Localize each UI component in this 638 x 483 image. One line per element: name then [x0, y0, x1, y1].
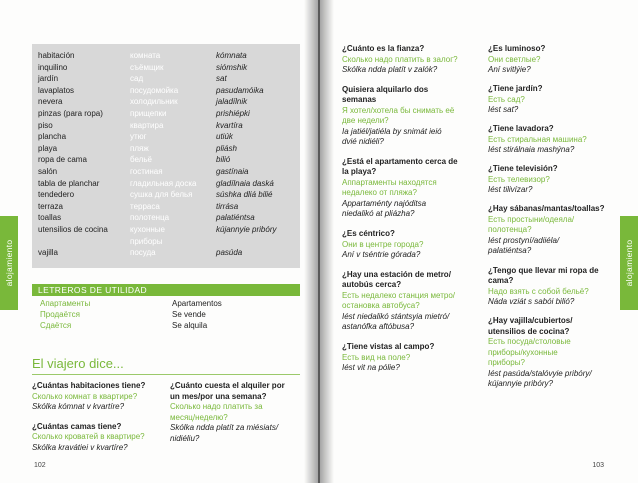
vocab-transliteration: gladílnaia daská — [216, 178, 274, 188]
phrase-transliteration: Aní v tséntrie górada? — [342, 250, 421, 260]
sign-row — [32, 298, 300, 309]
vocab-russian: утюг — [130, 132, 147, 142]
phrase-russian: Сколько комнат в квартире? — [32, 391, 138, 401]
vocab-row — [32, 120, 300, 131]
phrase-question: utensilios de cocina? — [488, 326, 570, 336]
phrase-question: autobús cerca? — [342, 280, 402, 290]
vocab-transliteration: jaladílnik — [216, 97, 248, 107]
vocab-spanish: plancha — [38, 132, 67, 142]
phrase-russian: две недели? — [342, 116, 389, 126]
sign-spanish: Se alquila — [172, 321, 208, 330]
vocab-row — [32, 50, 300, 61]
sign-russian: Сдаётся — [40, 321, 72, 330]
vocab-row — [32, 178, 300, 189]
vocab-transliteration: gastínaia — [216, 167, 249, 176]
phrase-transliteration: Skólka ndda platít za miésiats/ — [170, 423, 279, 432]
vocab-transliteration: pasudamóika — [216, 85, 264, 95]
vocab-transliteration: súshka dliá bilié — [216, 190, 273, 200]
vocab-spanish: terraza — [38, 201, 63, 211]
phrase-transliteration: Appartaménty najóditsa — [342, 198, 427, 208]
phrase-transliteration: Náda vziát s sabói bilió? — [488, 297, 575, 306]
signs-header-label: LETREROS DE UTILIDAD — [38, 285, 148, 295]
vocab-russian: гладильная доска — [130, 178, 197, 188]
vocab-transliteration: bilió — [216, 155, 231, 165]
sign-russian: Продаётся — [40, 310, 80, 319]
section-tab-label: alojamiento — [624, 239, 634, 287]
phrase-question: ¿Tiene lavadora? — [488, 124, 554, 134]
phrase-transliteration: Iést niedalikó stántsyia mietró/ — [342, 311, 450, 321]
vocab-transliteration: prishiépki — [216, 109, 250, 118]
phrase-question: ¿Tiene televisión? — [488, 164, 558, 174]
phrase-russian: Они светлые? — [488, 54, 541, 64]
phrase-block — [488, 124, 587, 156]
sign-row — [32, 309, 300, 320]
phrase-block — [488, 164, 558, 196]
vocab-russian: полотенца — [130, 213, 170, 223]
vocab-russian: холодильник — [130, 97, 178, 107]
phrase-block — [170, 381, 305, 444]
vocab-row — [32, 73, 300, 84]
phrase-question: ¿Tiene jardín? — [488, 84, 543, 94]
sign-row — [32, 320, 300, 331]
phrase-transliteration: Iést sat? — [488, 105, 519, 115]
vocab-russian: съёмщик — [130, 62, 164, 72]
phrase-russian: Есть посуда/столовые — [488, 337, 571, 347]
left-page — [0, 0, 318, 483]
phrase-russian: приборы/кухонные — [488, 347, 558, 357]
vocab-russian: приборы — [130, 236, 163, 246]
vocab-spanish: jardín — [38, 74, 59, 84]
phrase-transliteration: Iést stirálnaia mashýna? — [488, 145, 575, 155]
vocab-russian: терраса — [130, 201, 160, 211]
phrase-question: ¿Está el apartamento cerca de — [342, 156, 458, 166]
phrase-transliteration: dvié nidiéli? — [342, 137, 384, 147]
phrase-russian: Есть простыни/одеяла/ — [488, 214, 575, 224]
phrase-block — [488, 266, 599, 308]
phrase-question: semanas — [342, 95, 377, 105]
vocab-row — [32, 96, 300, 107]
phrase-transliteration: Iést vit na pólie? — [342, 363, 400, 372]
phrase-question: cama? — [488, 276, 514, 285]
phrase-russian: Я хотел/хотела бы снимать её — [342, 105, 455, 115]
phrase-russian: полотенца? — [488, 225, 532, 235]
vocab-transliteration: kvartíra — [216, 120, 243, 130]
vocab-spanish: habitación — [38, 51, 75, 60]
sign-russian: Апартаменты — [40, 299, 91, 308]
phrase-block — [342, 85, 454, 148]
vocab-transliteration: utiúk — [216, 132, 233, 142]
vocab-spanish: toallas — [38, 213, 62, 223]
phrase-russian: приборы? — [488, 358, 525, 368]
right-page — [320, 0, 638, 483]
vocab-russian: прищепки — [130, 109, 167, 118]
vocab-russian: гостиная — [130, 167, 163, 176]
vocab-spanish: salón — [38, 167, 58, 176]
phrase-russian: остановка автобуса? — [342, 301, 420, 311]
phrase-question: ¿Cuánto es la fianza? — [342, 44, 425, 53]
phrase-question: ¿Cuántas habitaciones tiene? — [32, 381, 146, 390]
phrase-russian: недалеко от пляжа? — [342, 188, 417, 198]
phrase-russian: Есть вид на поле? — [342, 352, 411, 362]
phrase-block — [342, 342, 434, 374]
vocab-row — [32, 108, 300, 119]
phrase-transliteration: Skólka ndda platít v zalók? — [342, 65, 438, 74]
vocab-transliteration: sat — [216, 74, 227, 84]
vocab-row — [32, 143, 300, 154]
phrase-transliteration: niedalikó at pliázha? — [342, 209, 415, 219]
phrase-question: ¿Tiene vistas al campo? — [342, 342, 435, 351]
vocab-russian: сад — [130, 74, 144, 84]
phrase-question: ¿Es luminoso? — [488, 44, 546, 53]
vocab-russian: посудомойка — [130, 85, 179, 95]
vocab-transliteration: kújannyie pribóry — [216, 225, 277, 234]
vocab-spanish: utensilios de cocina — [38, 225, 108, 234]
phrase-transliteration: kújannyie pribóry? — [488, 379, 553, 389]
vocab-spanish: vajilla — [38, 248, 59, 258]
vocab-spanish: piso — [38, 120, 53, 130]
phrase-transliteration: astanófka aftóbusa? — [342, 322, 415, 332]
vocab-spanish: tendedero — [38, 190, 75, 200]
section-tab — [0, 216, 18, 310]
vocab-row — [32, 247, 300, 258]
phrase-block — [32, 422, 167, 454]
phrase-russian: Есть стиральная машина? — [488, 134, 587, 144]
phrase-question: la playa? — [342, 167, 377, 177]
phrase-russian: Есть телевизор? — [488, 174, 550, 184]
page-number: 102 — [34, 462, 46, 469]
phrase-block — [32, 381, 167, 413]
phrase-question: ¿Hay vajilla/cubiertos/ — [488, 316, 573, 326]
sign-spanish: Se vende — [172, 310, 206, 319]
vocab-russian: сушка для белья — [130, 190, 193, 200]
phrase-block — [488, 44, 545, 76]
phrase-transliteration: Iést prostyní/adiiéla/ — [488, 235, 560, 245]
phrase-question: ¿Tengo que llevar mi ropa de — [488, 265, 599, 275]
viajero-title: El viajero dice... — [32, 356, 124, 371]
phrase-transliteration: Skólka kravátiei v kvartíre? — [32, 442, 128, 452]
signs-box — [32, 284, 300, 334]
vocab-transliteration: tirrása — [216, 201, 239, 211]
phrase-question: un mes/por una semana? — [170, 391, 267, 401]
phrase-russian: Аппартаменты находятся — [342, 177, 437, 187]
phrase-russian: Сколько кроватей в квартире? — [32, 432, 145, 441]
phrase-question: ¿Es céntrico? — [342, 229, 395, 239]
phrase-block — [488, 204, 605, 257]
gutter-shadow — [320, 0, 334, 483]
phrase-transliteration: nidiéliu? — [170, 433, 200, 443]
phrase-block — [342, 229, 423, 261]
phrase-block — [488, 316, 592, 390]
vocab-row — [32, 189, 300, 200]
vocab-spanish: nevera — [38, 97, 63, 107]
vocab-russian: квартира — [130, 120, 164, 130]
phrase-block — [342, 157, 458, 220]
vocab-transliteration: pliásh — [216, 143, 237, 153]
phrase-question: ¿Cuánto cuesta el alquiler por — [170, 381, 285, 390]
gutter-shadow — [304, 0, 318, 483]
vocabulary-box — [32, 44, 300, 268]
section-tab-label: alojamiento — [4, 239, 14, 287]
phrase-transliteration: Skólka kómnat v kvartíre? — [32, 402, 125, 411]
phrase-transliteration: Iést tilivízar? — [488, 185, 533, 195]
vocab-row — [32, 201, 300, 212]
phrase-russian: Есть сад? — [488, 94, 525, 104]
phrase-block — [488, 84, 543, 116]
phrase-question: ¿Hay una estación de metro/ — [342, 269, 451, 279]
vocab-spanish: tabla de planchar — [38, 178, 100, 188]
phrase-russian: месяц/неделю? — [170, 412, 228, 422]
vocab-russian: кухонные — [130, 225, 165, 234]
vocab-spanish: lavaplatos — [38, 85, 75, 95]
phrase-russian: Сколько надо платить за — [170, 402, 263, 411]
vocab-spanish: ropa de cama — [38, 155, 87, 165]
section-tab — [620, 216, 638, 310]
vocab-row — [32, 62, 300, 73]
vocab-row — [32, 85, 300, 96]
vocab-spanish: pinzas (para ropa) — [38, 109, 103, 118]
vocab-russian: комната — [130, 51, 161, 60]
phrase-transliteration: Aní svitlýie? — [488, 65, 531, 74]
vocab-transliteration: siómshik — [216, 62, 248, 72]
phrase-question: ¿Hay sábanas/mantas/toallas? — [488, 204, 605, 214]
vocab-transliteration: kómnata — [216, 51, 247, 60]
phrase-transliteration: Ia jatiél/jatiéla by snimát ieió — [342, 126, 442, 136]
phrase-transliteration: palatiéntsa? — [488, 246, 532, 256]
phrase-block — [342, 44, 458, 76]
vocab-russian: посуда — [130, 248, 156, 258]
vocab-row — [32, 154, 300, 165]
phrase-russian: Они в центре города? — [342, 239, 424, 249]
phrase-question: ¿Cuántas camas tiene? — [32, 421, 122, 431]
vocab-spanish: inquilino — [38, 62, 68, 72]
vocab-row — [32, 212, 300, 223]
vocab-transliteration: pasúda — [216, 248, 243, 258]
vocab-row — [32, 236, 300, 247]
vocab-russian: бельё — [130, 155, 152, 165]
phrase-transliteration: Iést pasúda/stalóvyie pribóry/ — [488, 368, 592, 378]
page-number: 103 — [592, 462, 604, 469]
phrase-question: Quisiera alquilarlo dos — [342, 84, 429, 94]
divider — [32, 374, 300, 375]
vocab-row — [32, 224, 300, 235]
vocab-transliteration: palatiéntsa — [216, 213, 255, 223]
phrase-russian: Надо взять с собой бельё? — [488, 286, 589, 296]
phrase-russian: Есть недалеко станция метро/ — [342, 290, 456, 300]
vocab-russian: пляж — [130, 143, 149, 153]
vocab-spanish: playa — [38, 143, 58, 153]
vocab-row — [32, 131, 300, 142]
phrase-block — [342, 270, 455, 333]
phrase-russian: Сколько надо платить в залог? — [342, 54, 458, 64]
signs-header — [32, 284, 300, 296]
vocab-row — [32, 166, 300, 177]
sign-spanish: Apartamentos — [172, 299, 222, 308]
